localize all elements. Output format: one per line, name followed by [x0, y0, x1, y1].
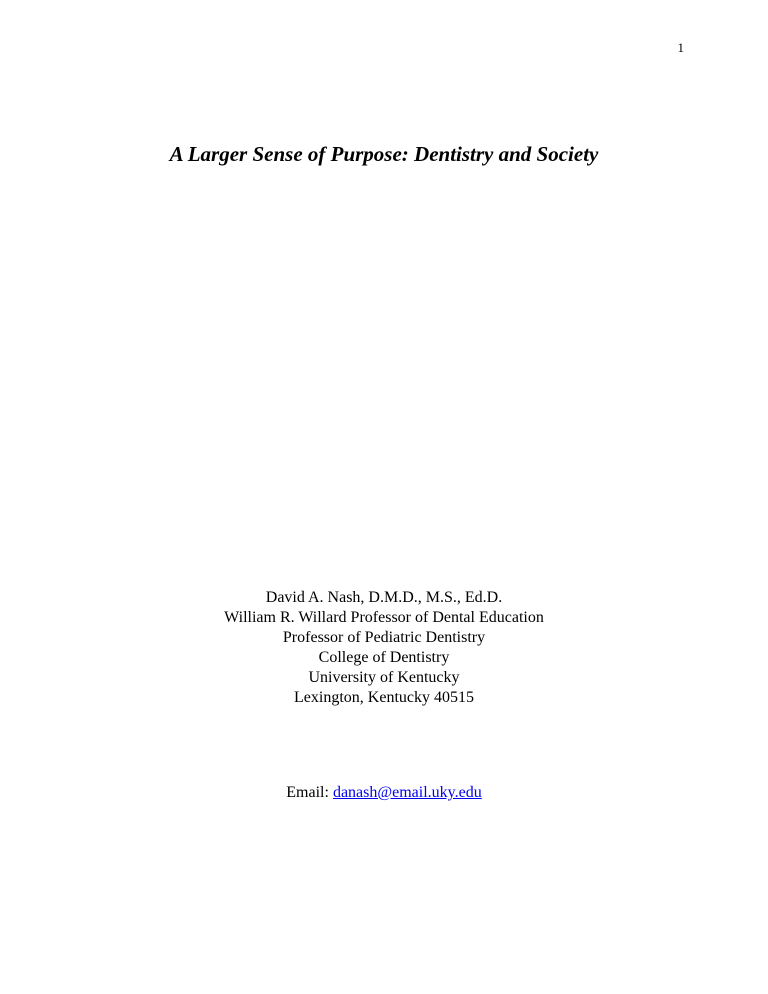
author-address: Lexington, Kentucky 40515 — [294, 689, 474, 706]
author-title-department: Professor of Pediatric Dentistry — [282, 629, 486, 646]
email-line — [0, 784, 768, 802]
author-title-professorship: William R. Willard Professor of Dental Education — [224, 609, 544, 626]
email-label: Email: — [286, 784, 329, 801]
page-number: 1 — [677, 40, 684, 55]
author-name: David A. Nash, D.M.D., M.S., Ed.D. — [265, 589, 503, 606]
email-link[interactable]: danash@email.uky.edu — [332, 784, 482, 801]
document-title: A Larger Sense of Purpose: Dentistry and Society — [169, 142, 599, 166]
author-info-block — [0, 588, 768, 708]
author-university: University of Kentucky — [308, 669, 460, 686]
author-college: College of Dentistry — [318, 649, 450, 666]
